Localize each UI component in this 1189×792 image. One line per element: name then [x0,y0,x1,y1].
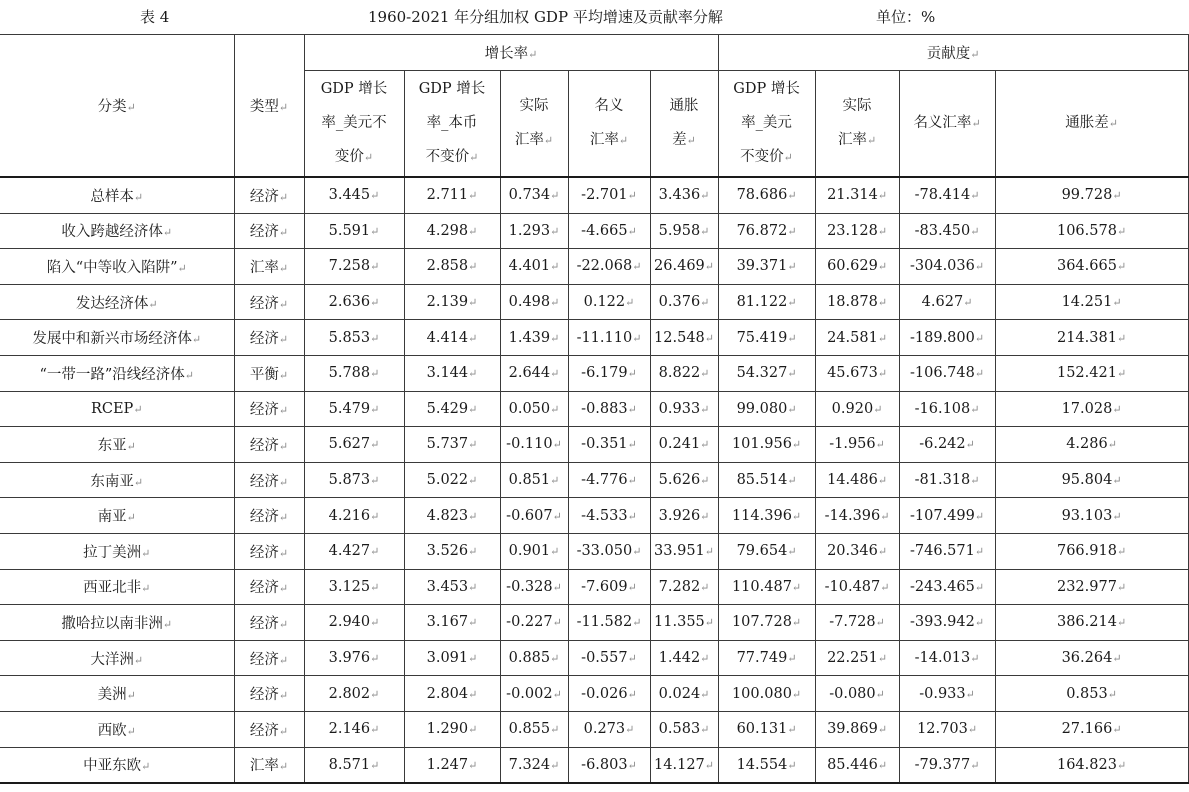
row-category: RCEP↵ [0,391,234,427]
row-value: 4.414↵ [404,320,500,356]
row-value: 8.571↵ [304,747,404,783]
row-value: -33.050↵ [568,533,650,569]
table-row [0,569,1188,605]
row-value: 85.446↵ [815,747,899,783]
row-category: 西亚北非↵ [0,569,234,605]
row-value: 5.626↵ [650,462,718,498]
row-value: 100.080↵ [718,676,815,712]
row-type: 汇率↵ [234,747,304,783]
table-row [0,427,1188,463]
row-value: -746.571↵ [899,533,995,569]
row-value: 3.167↵ [404,605,500,641]
row-value: 0.933↵ [650,391,718,427]
row-value: 5.022↵ [404,462,500,498]
row-value: -4.776↵ [568,462,650,498]
row-value: -22.068↵ [568,249,650,285]
row-value: 4.401↵ [500,249,568,285]
row-type: 经济↵ [234,676,304,712]
row-value: 14.554↵ [718,747,815,783]
row-value: 77.749↵ [718,640,815,676]
row-value: 39.371↵ [718,249,815,285]
row-value: 0.122↵ [568,284,650,320]
row-value: 152.421↵ [995,355,1188,391]
row-value: 2.139↵ [404,284,500,320]
row-value: 5.591↵ [304,213,404,249]
row-value: -4.533↵ [568,498,650,534]
row-value: 99.080↵ [718,391,815,427]
row-value: -79.377↵ [899,747,995,783]
row-value: 2.940↵ [304,605,404,641]
row-value: -14.013↵ [899,640,995,676]
row-value: -189.800↵ [899,320,995,356]
row-value: 26.469↵ [650,249,718,285]
table-row [0,640,1188,676]
row-value: 1.247↵ [404,747,500,783]
row-value: -0.227↵ [500,605,568,641]
table-row [0,676,1188,712]
row-value: -393.942↵ [899,605,995,641]
row-type: 经济↵ [234,640,304,676]
row-value: 12.548↵ [650,320,718,356]
row-value: 95.804↵ [995,462,1188,498]
row-value: 3.976↵ [304,640,404,676]
row-value: 76.872↵ [718,213,815,249]
row-value: 7.258↵ [304,249,404,285]
row-value: -2.701↵ [568,177,650,213]
row-value: 106.578↵ [995,213,1188,249]
row-value: 2.802↵ [304,676,404,712]
row-value: 2.644↵ [500,355,568,391]
row-value: -0.351↵ [568,427,650,463]
row-value: 0.885↵ [500,640,568,676]
row-value: 81.122↵ [718,284,815,320]
row-value: 2.804↵ [404,676,500,712]
row-value: 3.091↵ [404,640,500,676]
row-value: 7.324↵ [500,747,568,783]
header-contrib-col-2: 名义汇率↵ [899,71,995,178]
row-value: -107.499↵ [899,498,995,534]
table-row [0,249,1188,285]
header-growth-group: 增长率↵ [304,35,718,71]
header-row-groups [0,35,1188,71]
header-category: 分类↵ [0,35,234,178]
row-type: 经济↵ [234,569,304,605]
row-value: 22.251↵ [815,640,899,676]
row-value: -243.465↵ [899,569,995,605]
row-value: 1.290↵ [404,711,500,747]
table-caption [0,0,1080,34]
row-value: 0.376↵ [650,284,718,320]
row-value: -106.748↵ [899,355,995,391]
row-value: 79.654↵ [718,533,815,569]
table-row [0,284,1188,320]
row-value: 3.445↵ [304,177,404,213]
row-value: 3.125↵ [304,569,404,605]
row-value: 93.103↵ [995,498,1188,534]
row-value: 78.686↵ [718,177,815,213]
row-category: 东南亚↵ [0,462,234,498]
row-value: -16.108↵ [899,391,995,427]
row-value: 1.439↵ [500,320,568,356]
row-value: -0.557↵ [568,640,650,676]
row-value: 3.144↵ [404,355,500,391]
row-type: 经济↵ [234,605,304,641]
row-value: 11.355↵ [650,605,718,641]
row-value: -0.110↵ [500,427,568,463]
row-value: 2.858↵ [404,249,500,285]
table-row [0,747,1188,783]
row-value: 14.251↵ [995,284,1188,320]
row-value: 0.241↵ [650,427,718,463]
row-value: -7.609↵ [568,569,650,605]
row-type: 经济↵ [234,284,304,320]
header-contrib-group: 贡献度↵ [718,35,1188,71]
row-value: 5.429↵ [404,391,500,427]
header-type: 类型↵ [234,35,304,178]
row-value: 4.298↵ [404,213,500,249]
row-value: -6.803↵ [568,747,650,783]
row-value: -0.607↵ [500,498,568,534]
row-value: 5.737↵ [404,427,500,463]
row-value: 36.264↵ [995,640,1188,676]
row-value: 4.216↵ [304,498,404,534]
row-value: -6.179↵ [568,355,650,391]
row-value: 0.853↵ [995,676,1188,712]
row-value: 766.918↵ [995,533,1188,569]
row-value: 0.024↵ [650,676,718,712]
row-category: “一带一路”沿线经济体↵ [0,355,234,391]
table-row [0,320,1188,356]
row-value: -0.026↵ [568,676,650,712]
row-value: -0.933↵ [899,676,995,712]
header-growth-col-0: GDP 增长 率_美元不 变价↵ [304,71,404,178]
header-contrib-col-0: GDP 增长 率_美元 不变价↵ [718,71,815,178]
header-contrib-col-1: 实际 汇率↵ [815,71,899,178]
row-value: 20.346↵ [815,533,899,569]
row-value: -81.318↵ [899,462,995,498]
row-value: -10.487↵ [815,569,899,605]
row-value: 54.327↵ [718,355,815,391]
row-value: 27.166↵ [995,711,1188,747]
row-value: -0.883↵ [568,391,650,427]
row-value: 107.728↵ [718,605,815,641]
table-row [0,355,1188,391]
row-value: 60.629↵ [815,249,899,285]
gdp-decomposition-table [0,34,1189,784]
row-category: 陷入“中等收入陷阱”↵ [0,249,234,285]
row-value: 3.453↵ [404,569,500,605]
row-value: 0.583↵ [650,711,718,747]
row-value: 33.951↵ [650,533,718,569]
table-row [0,391,1188,427]
row-value: -304.036↵ [899,249,995,285]
row-type: 经济↵ [234,391,304,427]
table-row [0,533,1188,569]
row-category: 中亚东欧↵ [0,747,234,783]
row-type: 经济↵ [234,462,304,498]
row-value: 12.703↵ [899,711,995,747]
row-value: 2.711↵ [404,177,500,213]
row-type: 经济↵ [234,213,304,249]
table-number: 表 4 [140,8,170,26]
row-value: -11.110↵ [568,320,650,356]
row-type: 平衡↵ [234,355,304,391]
row-value: 114.396↵ [718,498,815,534]
row-value: 8.822↵ [650,355,718,391]
row-value: 5.627↵ [304,427,404,463]
row-category: 西欧↵ [0,711,234,747]
row-value: 7.282↵ [650,569,718,605]
row-value: 5.958↵ [650,213,718,249]
table-row [0,605,1188,641]
table-row [0,177,1188,213]
row-type: 汇率↵ [234,249,304,285]
row-value: 17.028↵ [995,391,1188,427]
row-type: 经济↵ [234,427,304,463]
row-value: -0.002↵ [500,676,568,712]
row-value: 75.419↵ [718,320,815,356]
row-value: 85.514↵ [718,462,815,498]
row-type: 经济↵ [234,320,304,356]
header-growth-col-3: 名义 汇率↵ [568,71,650,178]
table-row [0,462,1188,498]
row-value: 4.627↵ [899,284,995,320]
row-value: 4.286↵ [995,427,1188,463]
row-value: 0.498↵ [500,284,568,320]
row-value: -1.956↵ [815,427,899,463]
row-value: 21.314↵ [815,177,899,213]
row-category: 南亚↵ [0,498,234,534]
row-value: 39.869↵ [815,711,899,747]
row-value: 1.442↵ [650,640,718,676]
row-value: -7.728↵ [815,605,899,641]
row-value: 3.526↵ [404,533,500,569]
row-value: 364.665↵ [995,249,1188,285]
row-value: 14.486↵ [815,462,899,498]
row-value: 0.851↵ [500,462,568,498]
row-type: 经济↵ [234,498,304,534]
row-value: 0.920↵ [815,391,899,427]
row-value: 4.823↵ [404,498,500,534]
header-contrib-col-3: 通胀差↵ [995,71,1188,178]
row-value: -0.080↵ [815,676,899,712]
row-value: 5.853↵ [304,320,404,356]
row-value: 2.636↵ [304,284,404,320]
row-value: 14.127↵ [650,747,718,783]
row-value: 0.901↵ [500,533,568,569]
row-type: 经济↵ [234,711,304,747]
row-value: 23.128↵ [815,213,899,249]
row-category: 大洋洲↵ [0,640,234,676]
row-category: 东亚↵ [0,427,234,463]
row-value: -6.242↵ [899,427,995,463]
row-value: 2.146↵ [304,711,404,747]
row-type: 经济↵ [234,533,304,569]
row-value: 24.581↵ [815,320,899,356]
table-row [0,711,1188,747]
row-category: 撒哈拉以南非洲↵ [0,605,234,641]
header-growth-col-1: GDP 增长 率_本币 不变价↵ [404,71,500,178]
table-row [0,213,1188,249]
row-value: 0.050↵ [500,391,568,427]
row-category: 拉丁美洲↵ [0,533,234,569]
table-row [0,498,1188,534]
row-value: 110.487↵ [718,569,815,605]
header-growth-col-2: 实际 汇率↵ [500,71,568,178]
table-title: 1960-2021 年分组加权 GDP 平均增速及贡献率分解 [368,8,723,26]
row-value: 45.673↵ [815,355,899,391]
header-growth-col-4: 通胀 差↵ [650,71,718,178]
row-value: -4.665↵ [568,213,650,249]
row-category: 发展中和新兴市场经济体↵ [0,320,234,356]
row-value: 0.273↵ [568,711,650,747]
row-value: 386.214↵ [995,605,1188,641]
row-value: 0.734↵ [500,177,568,213]
row-type: 经济↵ [234,177,304,213]
row-value: 60.131↵ [718,711,815,747]
row-value: 18.878↵ [815,284,899,320]
row-value: 214.381↵ [995,320,1188,356]
row-value: 5.873↵ [304,462,404,498]
row-value: 5.788↵ [304,355,404,391]
row-value: 5.479↵ [304,391,404,427]
row-value: 4.427↵ [304,533,404,569]
row-value: 99.728↵ [995,177,1188,213]
row-value: -78.414↵ [899,177,995,213]
row-value: 232.977↵ [995,569,1188,605]
row-category: 发达经济体↵ [0,284,234,320]
row-value: -11.582↵ [568,605,650,641]
row-value: 164.823↵ [995,747,1188,783]
row-category: 总样本↵ [0,177,234,213]
row-value: 101.956↵ [718,427,815,463]
table-unit: 单位：% [876,8,936,26]
row-value: -0.328↵ [500,569,568,605]
row-value: -83.450↵ [899,213,995,249]
row-value: 0.855↵ [500,711,568,747]
row-value: -14.396↵ [815,498,899,534]
row-category: 收入跨越经济体↵ [0,213,234,249]
row-value: 3.926↵ [650,498,718,534]
row-value: 3.436↵ [650,177,718,213]
row-category: 美洲↵ [0,676,234,712]
row-value: 1.293↵ [500,213,568,249]
